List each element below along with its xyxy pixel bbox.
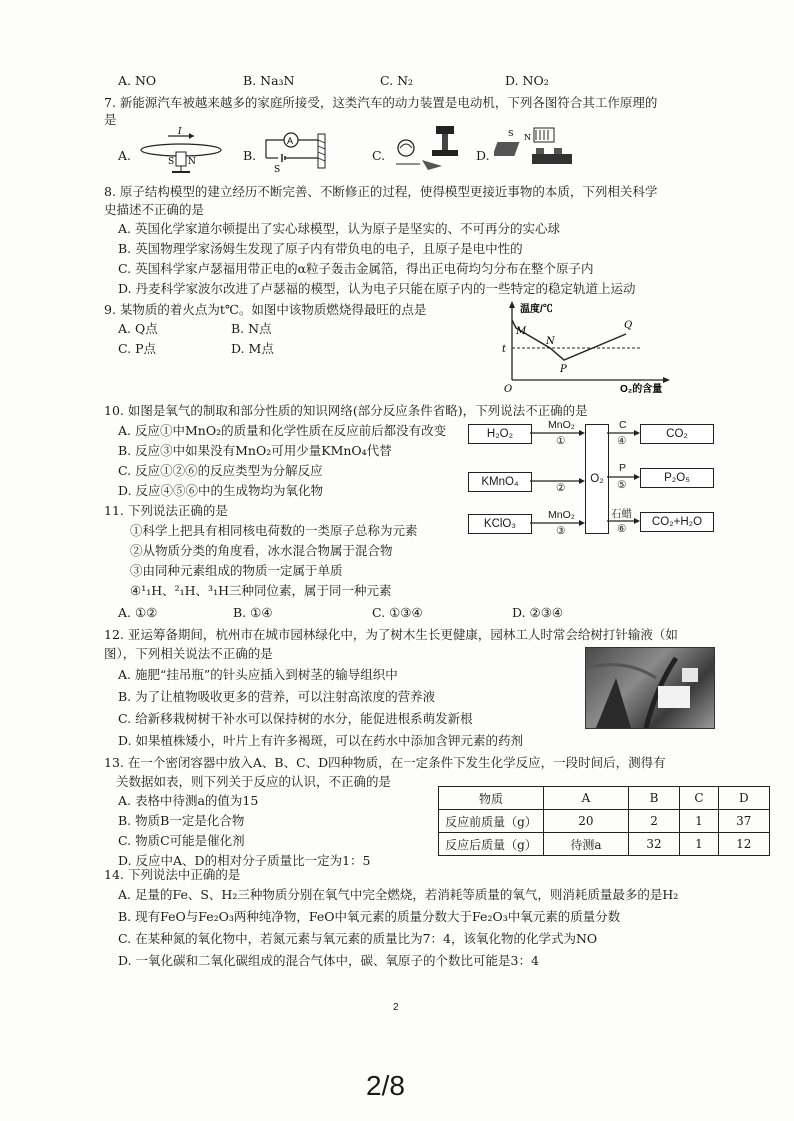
- q7-figure-d: [494, 124, 578, 174]
- q12-tree-drip-photo: [585, 647, 715, 729]
- q9-graph-t: t: [502, 344, 507, 355]
- q13-option-c: C. 物质C可能是催化剂: [118, 833, 245, 848]
- page-number-small: 2: [393, 1002, 399, 1013]
- q9-point-n: N: [546, 336, 555, 347]
- q8-option-b: B. 英国物理学家汤姆生发现了原子内有带负电的电子，且原子是电中性的: [118, 241, 523, 256]
- q10-box-h2o2: H₂O₂: [468, 424, 532, 444]
- table-cell: 反应后质量（g）: [439, 833, 544, 856]
- q6-option-a: A. NO: [118, 73, 157, 88]
- q12-stem-cont: 图），下列相关说法不正确的是: [104, 646, 273, 661]
- q11-option-b: B. ①④: [233, 605, 273, 620]
- q6-option-b: B. Na₃N: [243, 73, 295, 88]
- table-header-cell: 物质: [439, 787, 544, 810]
- table-cell: 20: [544, 810, 629, 833]
- q9-point-m: M: [516, 326, 527, 337]
- q10-num-4: ④: [617, 435, 627, 447]
- q7-figure-a: [138, 126, 224, 174]
- q9-graph-xlabel: O₂的含量: [620, 384, 663, 393]
- q10-num-1: ①: [556, 435, 566, 447]
- q13-stem: 13. 在一个密闭容器中放入A、B、C、D四种物质，在一定条件下发生化学反应，一段时间后，测得有: [104, 755, 666, 770]
- q13-data-table: [438, 786, 770, 856]
- q14-option-d: D. 一氧化碳和二氧化碳组成的混合气体中，碳、氧原子的个数比可能是3：4: [118, 953, 539, 968]
- table-cell: 12: [718, 833, 769, 856]
- table-header-cell: D: [718, 787, 769, 810]
- q11-stem: 11. 下列说法正确的是: [104, 503, 228, 518]
- q13-option-a: A. 表格中待测a的值为15: [118, 793, 259, 808]
- table-cell: 待测a: [544, 833, 629, 856]
- q7-fig-d-s: S: [508, 129, 514, 138]
- q10-box-co2-h2o: CO₂+H₂O: [640, 512, 714, 532]
- q11-option-a: A. ①②: [118, 605, 158, 620]
- q7-label-d: D.: [476, 148, 490, 163]
- q10-cond-4: C: [619, 419, 627, 431]
- q10-cond-6: 石蜡: [611, 508, 632, 520]
- table-header-cell: C: [680, 787, 718, 810]
- q7-label-c: C.: [372, 148, 386, 163]
- q9-graph-origin: O: [504, 384, 513, 393]
- q10-box-p2o5: P₂O₅: [640, 468, 714, 488]
- q10-box-o2: O₂: [585, 424, 609, 534]
- q6-option-c: C. N₂: [380, 73, 414, 88]
- q9-stem: 9. 某物质的着火点为t℃。如图中该物质燃烧得最旺的点是: [104, 302, 427, 317]
- q8-stem-cont: 史描述不正确的是: [104, 202, 205, 217]
- q7-label-b: B.: [243, 148, 257, 163]
- q12-stem: 12. 亚运筹备期间，杭州市在城市园林绿化中，为了树木生长更健康，园林工人时常会给树打针输液（如: [104, 627, 678, 642]
- q7-fig-b-s: S: [274, 165, 281, 174]
- table-header-cell: A: [544, 787, 629, 810]
- q13-stem-cont: 关数据如表，则下列关于反应的认识，不正确的是: [116, 774, 392, 789]
- q10-option-c: C. 反应①②⑥的反应类型为分解反应: [118, 463, 323, 478]
- table-row: [439, 810, 770, 833]
- q14-option-a: A. 足量的Fe、S、H₂三种物质分别在氧气中完全燃烧，若消耗等质量的氧气，则消耗质量最多的是H₂: [118, 887, 679, 902]
- table-header-cell: B: [628, 787, 679, 810]
- q7-figure-b: [260, 128, 340, 174]
- q13-option-b: B. 物质B一定是化合物: [118, 813, 245, 828]
- q9-option-a: A. Q点: [118, 321, 158, 336]
- q9-point-p: P: [560, 364, 567, 375]
- q14-option-b: B. 现有FeO与Fe₂O₃两种纯净物，FeO中氧元素的质量分数大于Fe₂O₃中氧元素的质量分数: [118, 909, 621, 924]
- q10-num-2: ②: [556, 482, 566, 494]
- q7-figure-c: [392, 124, 472, 174]
- q11-statement-1: ①科学上把具有相同核电荷数的一类原子总称为元素: [130, 523, 418, 538]
- q11-option-c: C. ①③④: [372, 605, 423, 620]
- q11-statement-2: ②从物质分类的角度看，冰水混合物属于混合物: [130, 543, 393, 558]
- table-cell: 1: [680, 833, 718, 856]
- q10-cond-5: P: [619, 462, 627, 474]
- q10-box-kmno4: KMnO₄: [468, 472, 532, 492]
- q6-option-d: D. NO₂: [505, 73, 549, 88]
- q10-num-6: ⑥: [617, 523, 627, 535]
- q9-graph-ylabel: 温度/℃: [520, 304, 553, 315]
- q8-option-a: A. 英国化学家道尔顿提出了实心球模型，认为原子是坚实的、不可再分的实心球: [118, 221, 560, 236]
- q7-fig-d-n: N: [524, 133, 531, 142]
- q7-fig-a-n: N: [188, 157, 196, 167]
- page-indicator: 2/8: [366, 1070, 405, 1101]
- q14-stem: 14. 下列说法中正确的是: [104, 867, 241, 882]
- table-cell: 32: [628, 833, 679, 856]
- q9-option-d: D. M点: [231, 341, 274, 356]
- q9-temperature-graph: [490, 298, 680, 393]
- q10-num-5: ⑤: [617, 479, 627, 491]
- q12-photo-detail: [586, 648, 714, 728]
- q9-option-c: C. P点: [118, 341, 156, 356]
- table-cell: 1: [680, 810, 718, 833]
- q7-fig-a-current: I: [178, 127, 182, 137]
- q12-option-a: A. 施肥“挂吊瓶”的针头应插入到树茎的输导组织中: [118, 667, 398, 682]
- q7-label-a: A.: [118, 148, 132, 163]
- q7-stem-cont: 是: [104, 112, 117, 127]
- q11-option-d: D. ②③④: [512, 605, 564, 620]
- q10-option-a: A. 反应①中MnO₂的质量和化学性质在反应前后都没有改变: [118, 423, 447, 438]
- table-cell: 2: [628, 810, 679, 833]
- q12-option-b: B. 为了让植物吸收更多的营养，可以注射高浓度的营养液: [118, 689, 436, 704]
- q10-num-3: ③: [556, 525, 566, 537]
- q8-stem: 8. 原子结构模型的建立经历不断完善、不断修正的过程，使得模型更接近事物的本质，下列相关科学: [104, 184, 658, 199]
- q10-box-co2: CO₂: [640, 424, 714, 444]
- q10-cond-3: MnO₂: [548, 509, 575, 521]
- q10-stem: 10. 如图是氧气的制取和部分性质的知识网络(部分反应条件省略)，下列说法不正确的是: [104, 403, 588, 418]
- q14-option-c: C. 在某种氮的氧化物中，若氮元素与氧元素的质量比为7：4，该氧化物的化学式为NO: [118, 931, 598, 946]
- table-header-row: [439, 787, 770, 810]
- q10-box-kclo3: KClO₃: [468, 514, 532, 534]
- q12-option-d: D. 如果植株矮小，叶片上有许多褐斑，可以在药水中添加含钾元素的药剂: [118, 733, 524, 748]
- q9-option-b: B. N点: [231, 321, 272, 336]
- q10-option-d: D. 反应④⑤⑥中的生成物均为氧化物: [118, 483, 324, 498]
- q10-option-b: B. 反应③中如果没有MnO₂可用少量KMnO₄代替: [118, 443, 392, 458]
- q7-fig-a-s: S: [168, 157, 175, 167]
- q11-statement-4: ④¹₁H、²₁H、³₁H三种同位素，属于同一种元素: [130, 583, 392, 598]
- table-cell: 反应前质量（g）: [439, 810, 544, 833]
- q8-option-d: D. 丹麦科学家波尔改进了卢瑟福的模型，认为电子只能在原子内的一些特定的稳定轨道上运动: [118, 281, 636, 296]
- q11-statement-3: ③由同种元素组成的物质一定属于单质: [130, 563, 343, 578]
- q7-fig-b-ammeter: A: [287, 136, 294, 146]
- q13-option-d: D. 反应中A、D的相对分子质量比一定为1：5: [118, 853, 371, 868]
- q12-option-c: C. 给新移栽树树干补水可以保持树的水分，能促进根系萌发新根: [118, 711, 473, 726]
- q10-cond-1: MnO₂: [548, 419, 575, 431]
- q7-stem: 7. 新能源汽车被越来越多的家庭所接受，这类汽车的动力装置是电动机，下列各图符合其工作原理的: [104, 95, 658, 110]
- table-cell: 37: [718, 810, 769, 833]
- q8-option-c: C. 英国科学家卢瑟福用带正电的α粒子轰击金属箔，得出正电荷均匀分布在整个原子内: [118, 261, 594, 276]
- table-row: [439, 833, 770, 856]
- q9-point-q: Q: [624, 320, 633, 331]
